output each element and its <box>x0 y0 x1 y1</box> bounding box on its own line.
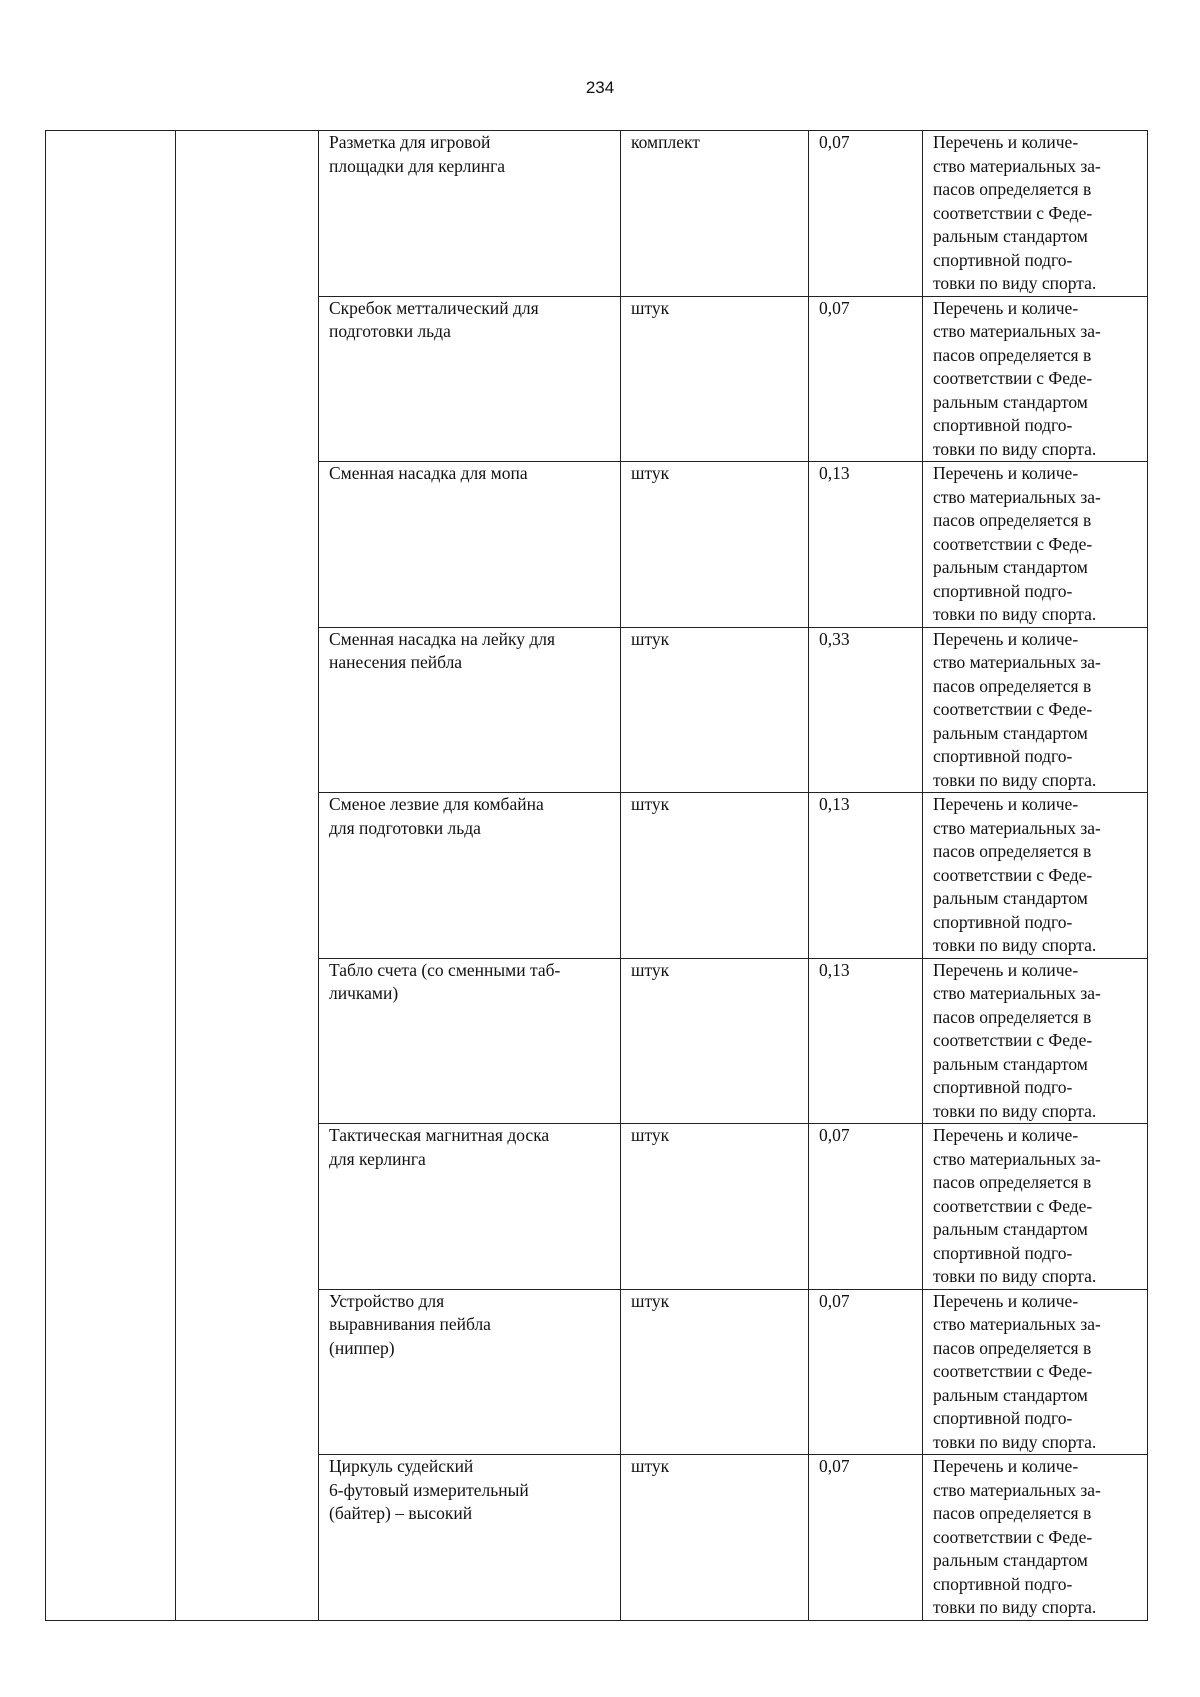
note-cell <box>923 958 1148 1124</box>
item-name-cell <box>319 793 621 959</box>
item-unit: штук <box>631 297 670 318</box>
quantity-cell <box>809 131 923 297</box>
note-cell <box>923 1124 1148 1290</box>
item-quantity: 0,07 <box>819 1456 850 1476</box>
item-name-cell <box>319 462 621 628</box>
item-note: Перечень и количе- ство материальных за- пасов определяется в соответствии с Феде- ральным стандартом спортивной подго- товки по виду спорта. <box>933 1125 1101 1286</box>
unit-cell <box>621 462 809 628</box>
note-cell <box>923 131 1148 297</box>
item-unit: штук <box>631 463 670 483</box>
quantity-cell <box>809 627 923 793</box>
note-cell <box>923 793 1148 959</box>
item-name: Сменная насадка для мопа <box>329 463 528 483</box>
table-row <box>46 131 1148 297</box>
item-note: Перечень и количе- ство материальных за- пасов определяется в соответствии с Феде- ральным стандартом спортивной подго- товки по виду спорта. <box>933 463 1101 624</box>
item-name: Сменная насадка на лейку для нанесения пейбла <box>329 628 556 672</box>
category-number-cell <box>46 131 176 1621</box>
item-name: Сменое лезвие для комбайна для подготовки льда <box>329 794 544 838</box>
item-unit: штук <box>631 959 670 980</box>
quantity-cell <box>809 1124 923 1290</box>
unit-cell <box>621 296 809 462</box>
item-quantity: 0,33 <box>819 628 850 649</box>
item-note: Перечень и количе- ство материальных за- пасов определяется в соответствии с Феде- ральным стандартом спортивной подго- товки по виду спорта. <box>933 1290 1101 1452</box>
item-note: Перечень и количе- ство материальных за- пасов определяется в соответствии с Феде- ральным стандартом спортивной подго- товки по виду спорта. <box>933 959 1101 1121</box>
item-name: Скребок метталический для подготовки льда <box>329 297 539 341</box>
item-unit: штук <box>631 794 670 814</box>
item-name: Циркуль судейский 6-футовый измерительный (байтер) – высокий <box>329 1456 529 1523</box>
unit-cell <box>621 627 809 793</box>
item-quantity: 0,07 <box>819 1290 850 1311</box>
category-name-cell <box>176 131 319 1621</box>
note-cell <box>923 462 1148 628</box>
item-quantity: 0,13 <box>819 463 850 483</box>
item-name-cell <box>319 1124 621 1290</box>
item-quantity: 0,07 <box>819 1125 850 1145</box>
item-quantity: 0,07 <box>819 132 850 152</box>
unit-cell <box>621 1124 809 1290</box>
quantity-cell <box>809 793 923 959</box>
item-note: Перечень и количе- ство материальных за- пасов определяется в соответствии с Феде- ральным стандартом спортивной подго- товки по виду спорта. <box>933 628 1101 790</box>
item-name-cell <box>319 131 621 297</box>
item-name: Разметка для игровой площадки для керлинга <box>329 132 506 176</box>
item-quantity: 0,07 <box>819 297 850 318</box>
item-quantity: 0,13 <box>819 794 850 814</box>
note-cell <box>923 296 1148 462</box>
unit-cell <box>621 131 809 297</box>
equipment-table <box>45 130 1148 1621</box>
item-name-cell <box>319 296 621 462</box>
item-unit: штук <box>631 628 670 649</box>
item-note: Перечень и количе- ство материальных за- пасов определяется в соответствии с Феде- ральным стандартом спортивной подго- товки по виду спорта. <box>933 132 1101 293</box>
note-cell <box>923 1455 1148 1621</box>
item-name: Табло счета (со сменными таб- личками) <box>329 959 561 1003</box>
item-name-cell <box>319 627 621 793</box>
quantity-cell <box>809 462 923 628</box>
unit-cell <box>621 1455 809 1621</box>
quantity-cell <box>809 958 923 1124</box>
item-quantity: 0,13 <box>819 959 850 980</box>
item-unit: штук <box>631 1290 670 1311</box>
item-note: Перечень и количе- ство материальных за- пасов определяется в соответствии с Феде- ральным стандартом спортивной подго- товки по виду спорта. <box>933 297 1101 459</box>
item-unit: штук <box>631 1456 670 1476</box>
item-name-cell <box>319 1455 621 1621</box>
unit-cell <box>621 1289 809 1455</box>
note-cell <box>923 627 1148 793</box>
item-name-cell <box>319 1289 621 1455</box>
item-note: Перечень и количе- ство материальных за- пасов определяется в соответствии с Феде- ральным стандартом спортивной подго- товки по виду спорта. <box>933 1456 1101 1617</box>
item-name: Тактическая магнитная доска для керлинга <box>329 1125 550 1169</box>
item-name-cell <box>319 958 621 1124</box>
unit-cell <box>621 793 809 959</box>
note-cell <box>923 1289 1148 1455</box>
page-number: 234 <box>585 78 615 97</box>
quantity-cell <box>809 1289 923 1455</box>
unit-cell <box>621 958 809 1124</box>
quantity-cell <box>809 1455 923 1621</box>
item-note: Перечень и количе- ство материальных за- пасов определяется в соответствии с Феде- ральным стандартом спортивной подго- товки по виду спорта. <box>933 794 1101 955</box>
item-unit: штук <box>631 1125 670 1145</box>
item-unit: комплект <box>631 132 700 152</box>
item-name: Устройство для выравнивания пейбла (ниппер) <box>329 1290 491 1358</box>
quantity-cell <box>809 296 923 462</box>
